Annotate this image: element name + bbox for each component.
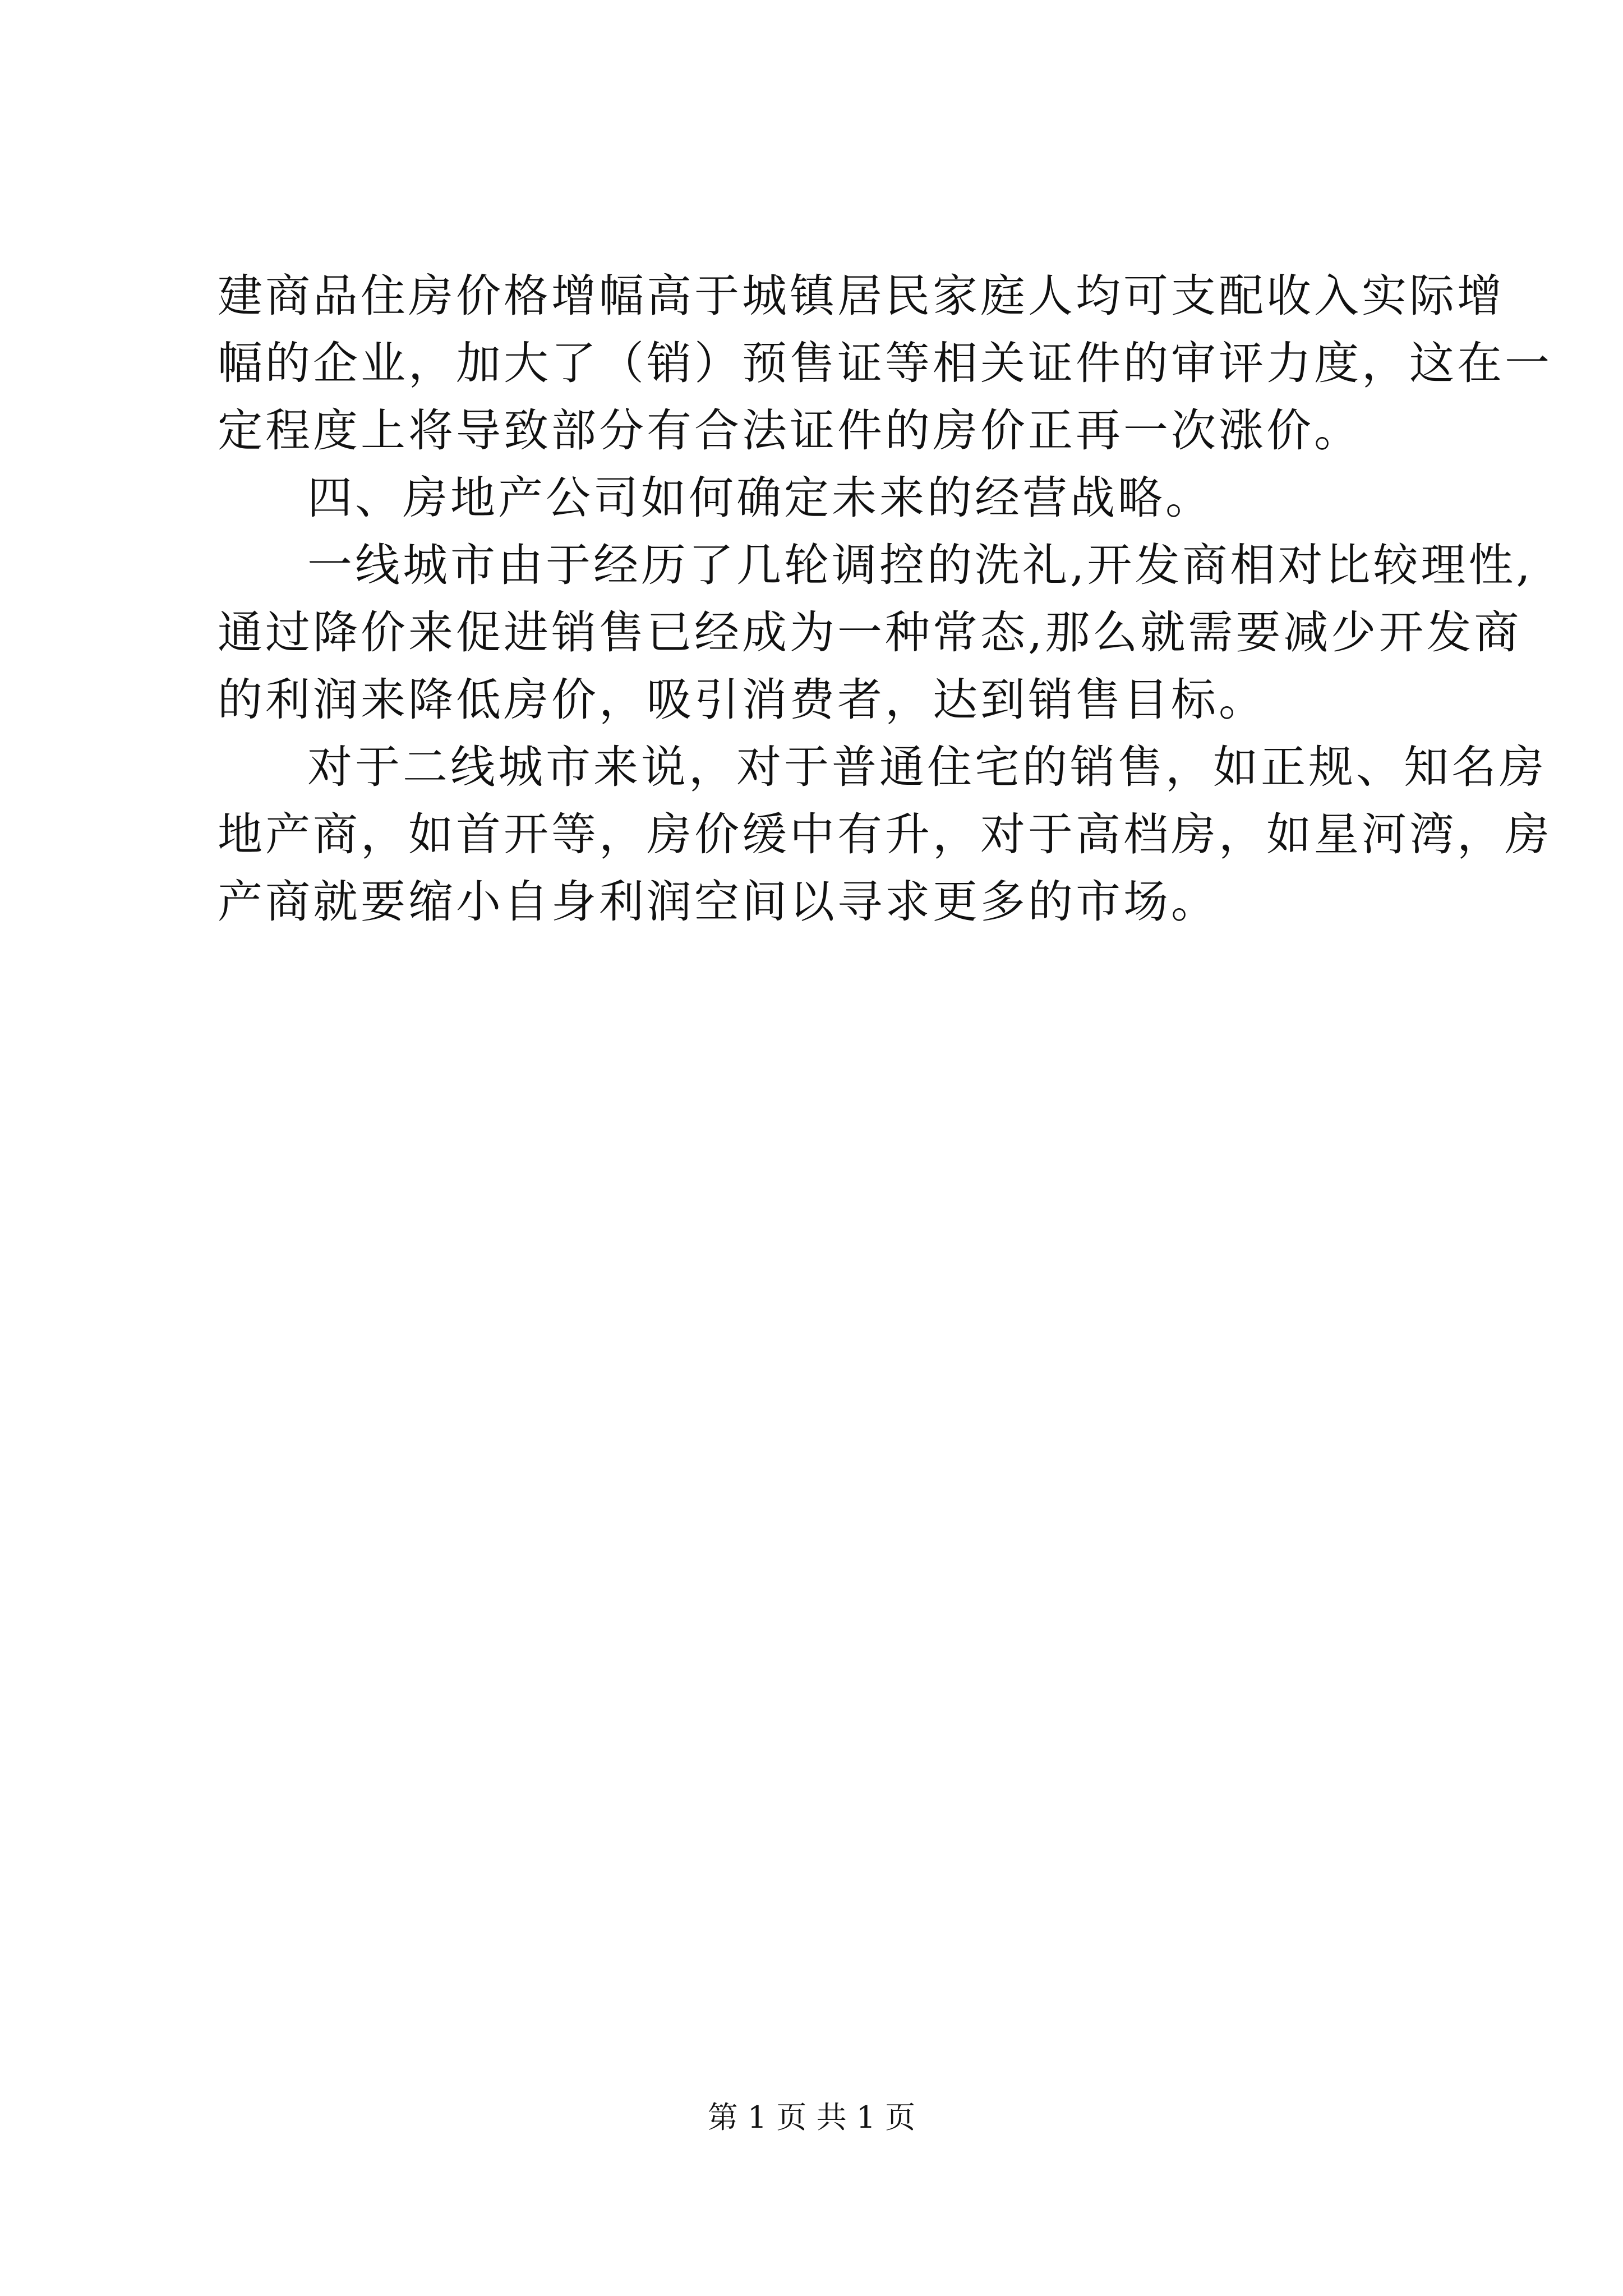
- text-line: 幅的企业，加大了（销）预售证等相关证件的审评力度，这在一: [218, 337, 1552, 389]
- page-footer: 第 1 页 共 1 页: [707, 2100, 916, 2135]
- text-line: 一线城市由于经历了几轮调控的洗礼,开发商相对比较理性,: [307, 539, 1533, 591]
- text-line: 定程度上将导致部分有合法证件的房价正再一次涨价。: [218, 404, 1362, 457]
- text-line: 地产商，如首开等，房价缓中有升，对于高档房，如星河湾，房: [218, 808, 1552, 861]
- text-line: 建商品住房价格增幅高于城镇居民家庭人均可支配收入实际增: [218, 270, 1505, 322]
- document-body: [218, 263, 1552, 936]
- text-line: 产商就要缩小自身利润空间以寻求更多的市场。: [218, 876, 1219, 928]
- section-heading: 四、房地产公司如何确定未来的经营战略。: [307, 472, 1213, 524]
- text-line: 通过降价来促进销售已经成为一种常态,那么就需要减少开发商: [218, 606, 1522, 659]
- text-line: 对于二线城市来说，对于普通住宅的销售，如正规、知名房: [307, 741, 1547, 793]
- text-line: 的利润来降低房价，吸引消费者，达到销售目标。: [218, 674, 1266, 726]
